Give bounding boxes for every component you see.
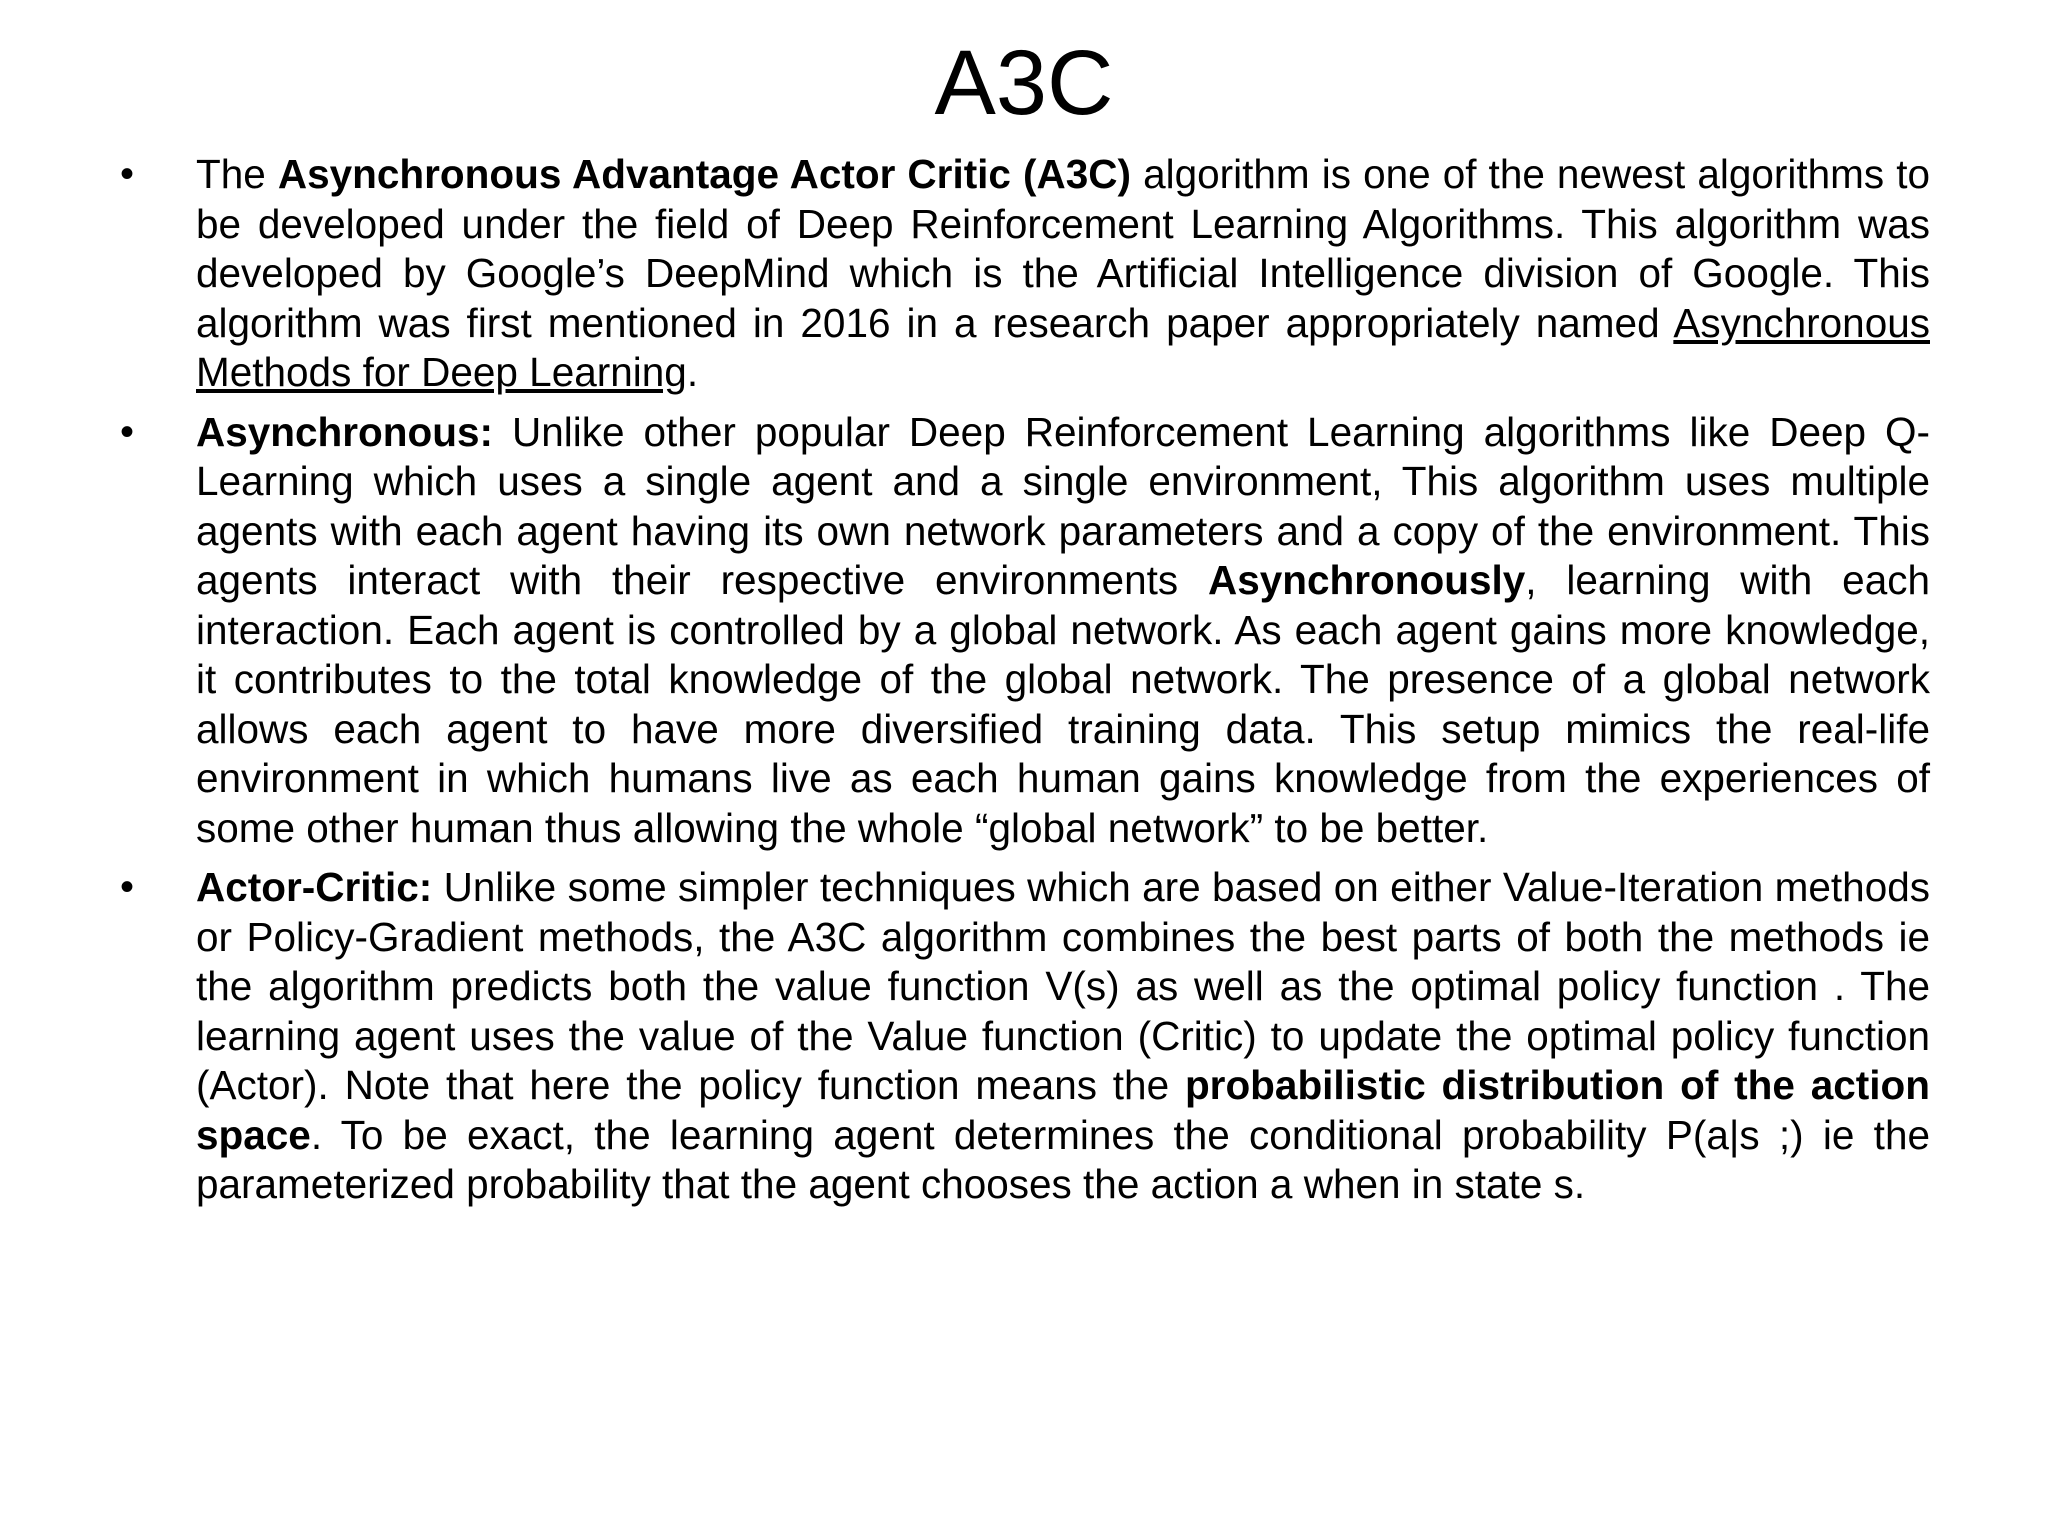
- bold-term: probabilistic distribution of the action space: [196, 1062, 1930, 1158]
- bold-term: Actor-Critic:: [196, 864, 433, 910]
- bullet-marker: •: [120, 409, 135, 454]
- bullet-text: Unlike some simpler techniques which are based on either Value-Iteration methods or Policy-Gradient methods, the A3C algorithm combines the best parts of both the methods ie the algorithm predicts both the value function V(s) as well as the optimal policy function . The learning agent uses the value of the Value function (Critic) to update the optimal policy function (Actor). Note that here the policy function means the: [196, 864, 1930, 1108]
- bullet-text: The: [196, 151, 278, 197]
- bullet-text: Unlike other popular Deep Reinforcement Learning algorithms like Deep Q-Learning which uses a single agent and a single environment, This algorithm uses multiple agents with each agent having its own network parameters and a copy of the environment. This agents interact with their respective environments: [196, 408, 1930, 603]
- bullet-marker: •: [120, 152, 135, 196]
- bullet-item-actor-critic: [120, 863, 1930, 1210]
- bullet-text: .: [686, 349, 699, 395]
- bullet-text: , learning with each interaction. Each agent is controlled by a global network. As each agent gains more knowledge, it contributes to the total knowledge of the global network. The presence of a global network allows each agent to have more diversified training data. This setup mimics the real-life environment in which humans live as each human gains knowledge from the experiences of some other human thus allowing the whole “global network” to be better.: [196, 557, 1930, 851]
- slide-title: A3C: [934, 32, 1114, 134]
- bullet-list: [120, 150, 1930, 1220]
- bullet-item-asynchronous: [120, 408, 1930, 854]
- bullet-text: . To be exact, the learning agent determines the conditional probability P(a|s ;) ie the parameterized probability that the agent chooses the action a when in state s.: [196, 1111, 1930, 1207]
- bullet-marker: •: [120, 865, 135, 909]
- bullet-text: algorithm is one of the newest algorithms to be developed under the field of Deep Reinforcement Learning Algorithms. This algorithm was developed by Google’s DeepMind which is the Artificial Intelligence division of Google. This algorithm was first mentioned in 2016 in a research paper appropriately named: [196, 151, 1930, 346]
- bold-term: Asynchronous:: [196, 408, 494, 455]
- paper-link[interactable]: Asynchronous Methods for Deep Learning: [196, 299, 1930, 395]
- bold-term: Asynchronous Advantage Actor Critic (A3C): [277, 151, 1132, 197]
- bullet-item-a3c-intro: [120, 150, 1930, 398]
- bold-term: Asynchronously: [1207, 557, 1526, 603]
